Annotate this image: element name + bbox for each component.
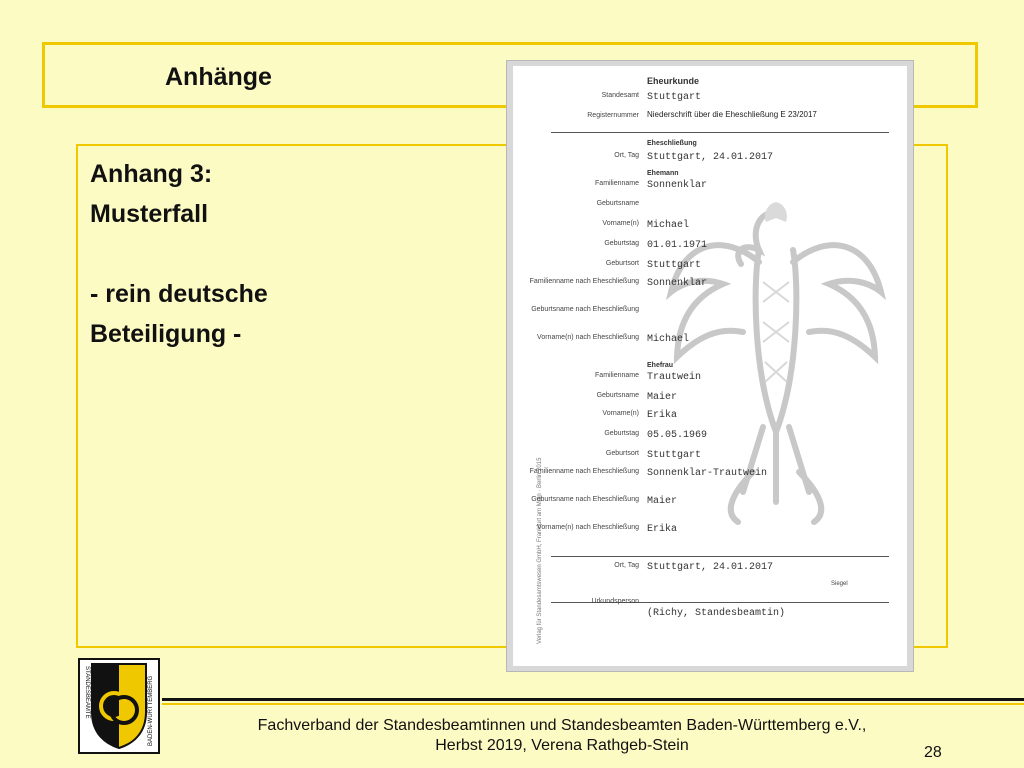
content-text — [90, 154, 268, 354]
value-geburtstag: 05.05.1969 — [647, 430, 708, 441]
content-line-4: - rein deutsche — [90, 280, 268, 308]
content-line-1: Anhang 3: — [90, 160, 213, 188]
label-familienname: Familienname — [595, 372, 639, 379]
section-eheschliessung: Eheschließung — [647, 140, 697, 147]
certificate-page — [513, 66, 907, 666]
content-line-3 — [90, 234, 268, 274]
label-geburtstag: Geburtstag — [604, 240, 639, 247]
label-urkundsperson: Urkundsperson — [591, 598, 639, 605]
label-vor-nach: Vorname(n) nach Eheschließung — [537, 524, 639, 531]
content-line-5: Beteiligung - — [90, 320, 242, 348]
label-geburtsname: Geburtsname — [596, 200, 639, 207]
value-familienname: Sonnenklar — [647, 180, 708, 191]
section-ehemann: Ehemann — [647, 170, 679, 177]
value-fam-nach: Sonnenklar-Trautwein — [647, 468, 768, 479]
label-geburtsname: Geburtsname — [596, 392, 639, 399]
label-vorname: Vorname(n) — [602, 220, 639, 227]
label-familienname: Familienname — [595, 180, 639, 187]
registry-note: Niederschrift über die Eheschließung E 23/2017 — [647, 110, 817, 119]
value-geburtsname: Maier — [647, 392, 678, 403]
value-vorname: Michael — [647, 220, 690, 231]
value-ort-tag: Stuttgart, 24.01.2017 — [647, 152, 774, 163]
content-line-2: Musterfall — [90, 200, 209, 228]
footer-accent-divider — [162, 703, 1024, 705]
value-standesamt: Stuttgart — [647, 92, 702, 103]
marriage-certificate-image — [506, 60, 914, 672]
value-familienname: Trautwein — [647, 372, 702, 383]
value-vor-nach: Michael — [647, 334, 690, 345]
value-geburtsort: Stuttgart — [647, 450, 702, 461]
value-fam-nach: Sonnenklar — [647, 278, 708, 289]
eagle-watermark-icon — [663, 172, 889, 552]
label-vorname: Vorname(n) — [602, 410, 639, 417]
label-fam-nach: Familienname nach Eheschließung — [529, 468, 639, 475]
logo-right-text: BADEN-WÜRTTEMBERG — [148, 675, 154, 746]
label-geburtsort: Geburtsort — [605, 260, 639, 267]
publisher-side-text: Verlag für Standesamtswesen GmbH, Frankfurt am Main · Berlin 2015 — [537, 457, 543, 644]
page-title: Anhänge — [165, 63, 272, 91]
label-geburtstag: Geburtstag — [604, 430, 639, 437]
label-vor-nach: Vorname(n) nach Eheschließung — [537, 334, 639, 341]
logo-left-text: STANDESBEAMTE — [84, 666, 90, 719]
value-ort-tag: Stuttgart, 24.01.2017 — [647, 562, 774, 573]
footer-text — [162, 716, 962, 756]
label-geburtsort: Geburtsort — [605, 450, 639, 457]
label-ort-tag: Ort, Tag — [614, 562, 639, 569]
value-geburtsort: Stuttgart — [647, 260, 702, 271]
label-fam-nach: Familienname nach Eheschließung — [529, 278, 639, 285]
value-vor-nach: Erika — [647, 524, 678, 535]
value-urkundsperson: (Richy, Standesbeamtin) — [647, 608, 786, 619]
section-ehefrau: Ehefrau — [647, 362, 674, 369]
standesbeamte-logo-icon — [78, 658, 160, 754]
label-ort-tag: Ort, Tag — [614, 152, 639, 159]
label-registernummer: Registernummer — [587, 112, 639, 119]
divider — [551, 556, 889, 557]
certificate-title: Eheurkunde — [647, 76, 700, 86]
value-geb-nach: Maier — [647, 496, 678, 507]
label-standesamt: Standesamt — [601, 92, 639, 99]
label-geb-nach: Geburtsname nach Eheschließung — [531, 496, 639, 503]
footer-divider — [162, 698, 1024, 701]
label-geb-nach: Geburtsname nach Eheschließung — [531, 306, 639, 313]
value-geburtstag: 01.01.1971 — [647, 240, 708, 251]
divider — [551, 132, 889, 133]
footer-line-2: Herbst 2019, Verena Rathgeb-Stein — [435, 737, 689, 754]
value-vorname: Erika — [647, 410, 678, 421]
page-number: 28 — [924, 744, 942, 761]
seal-label: Siegel — [831, 581, 848, 587]
footer-line-1: Fachverband der Standesbeamtinnen und Standesbeamten Baden-Württemberg e.V., — [257, 717, 867, 734]
